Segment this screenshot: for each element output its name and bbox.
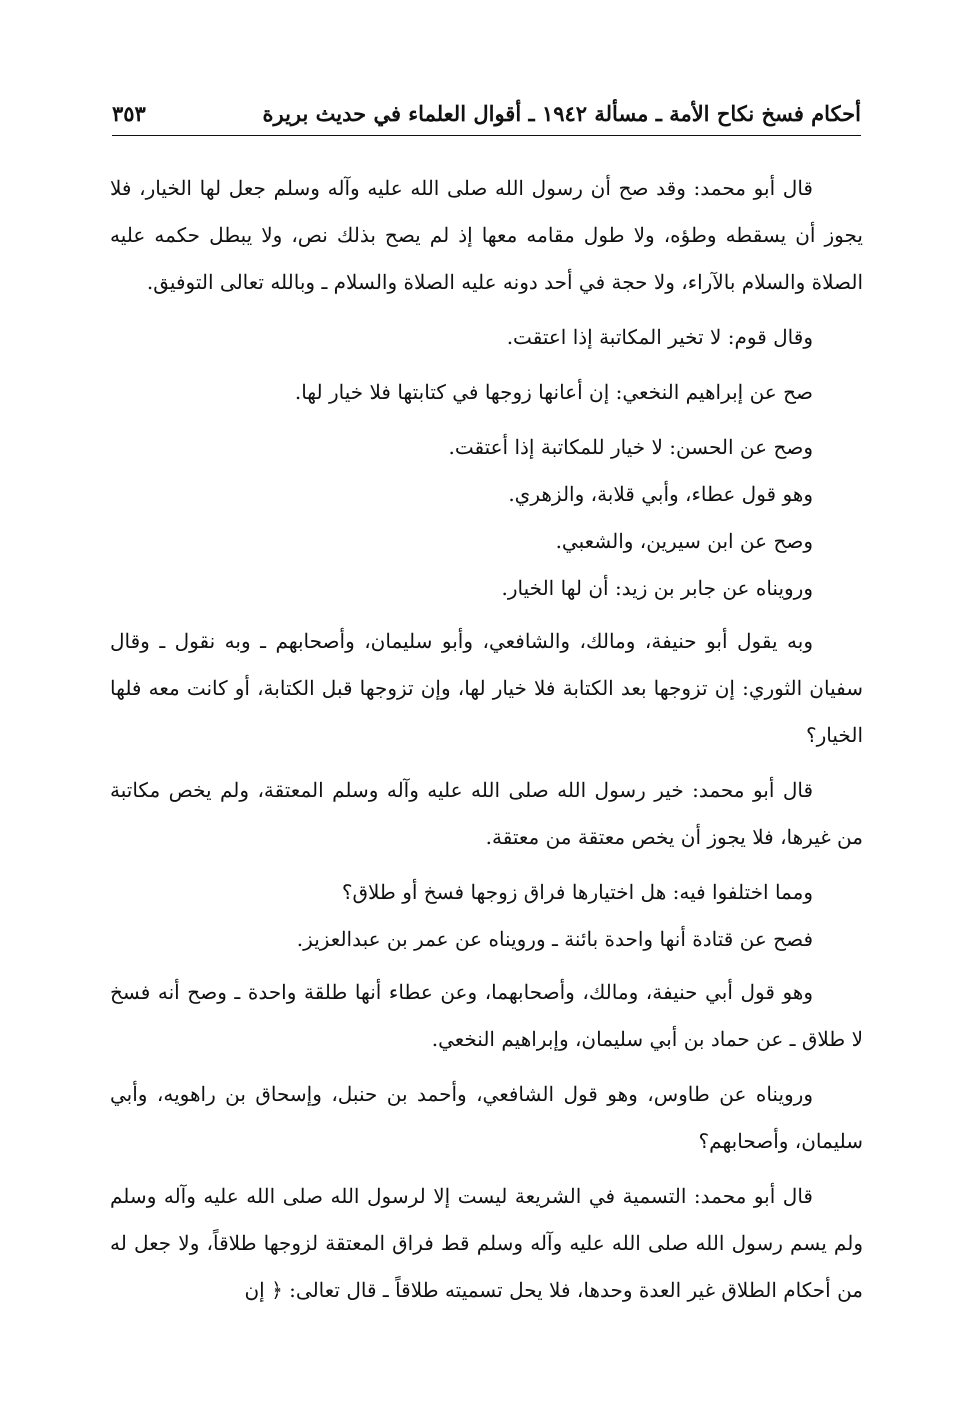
running-title: أحكام فسخ نكاح الأمة ـ مسألة ١٩٤٢ ـ أقوال العلماء في حديث بريرة: [262, 101, 861, 126]
page-header: [112, 86, 861, 126]
text-line: وصح عن الحسن: لا خيار للمكاتبة إذا أعتقت.: [448, 435, 813, 459]
text-line: ورويناه عن جابر بن زيد: أن لها الخيار.: [501, 576, 813, 600]
paragraph: وبه يقول أبو حنيفة، ومالك، والشافعي، وأبو سليمان، وأصحابهم ـ وبه نقول ـ وقال سفيان الثوري: إن تزوجها بعد الكتابة فلا خيار لها، وإن تزوجها قبل الكتابة، أو كانت معه فلها الخيار؟: [110, 629, 863, 747]
paragraph: ورويناه عن طاوس، وهو قول الشافعي، وأحمد بن حنبل، وإسحاق بن راهويه، وأبي سليمان، وأصحابهم؟: [110, 1082, 863, 1153]
paragraph: قال أبو محمد: وقد صح أن رسول الله صلى الله عليه وآله وسلم جعل لها الخيار، فلا يجوز أن يسقطه وطؤه، ولا طول مقامه معها إذ لم يصح بذلك نص، ولا يبطل حكمه عليه الصلاة والسلام بالآراء، ولا حجة في أحد دونه عليه الصلاة والسلام ـ وبالله تعالى التوفيق.: [110, 176, 863, 294]
text-line: وهو قول عطاء، وأبي قلابة، والزهري.: [508, 482, 813, 506]
paragraph: وهو قول أبي حنيفة، ومالك، وأصحابهما، وعن عطاء أنها طلقة واحدة ـ وصح أنه فسخ لا طلاق ـ عن حماد بن أبي سليمان، وإبراهيم النخعي.: [110, 980, 863, 1051]
paragraph: صح عن إبراهيم النخعي: إن أعانها زوجها في كتابتها فلا خيار لها.: [294, 380, 813, 404]
paragraph: قال أبو محمد: خير رسول الله صلى الله عليه وآله وسلم المعتقة، ولم يخص مكاتبة من غيرها، فلا يجوز أن يخص معتقة من معتقة.: [110, 778, 863, 849]
page-body: [110, 165, 863, 1322]
paragraph: وقال قوم: لا تخير المكاتبة إذا اعتقت.: [506, 325, 813, 349]
paragraph: قال أبو محمد: التسمية في الشريعة ليست إلا لرسول الله صلى الله عليه وآله وسلم ولم يسم رسول الله صلى الله عليه وآله وسلم قط فراق المعتقة لزوجها طلاقاً، ولا جعل له من أحكام الطلاق غير العدة وحدها، فلا يحل تسميته طلاقاً ـ قال تعالى: ﴿ إن: [110, 1184, 863, 1302]
page-number: ٣٥٣: [112, 101, 146, 126]
text-line: ومما اختلفوا فيه: هل اختيارها فراق زوجها فسخ أو طلاق؟: [341, 880, 813, 904]
header-rule: [112, 135, 861, 136]
text-line: وصح عن ابن سيرين، والشعبي.: [555, 529, 813, 553]
text-line: فصح عن قتادة أنها واحدة بائنة ـ ورويناه عن عمر بن عبدالعزيز.: [296, 927, 813, 951]
